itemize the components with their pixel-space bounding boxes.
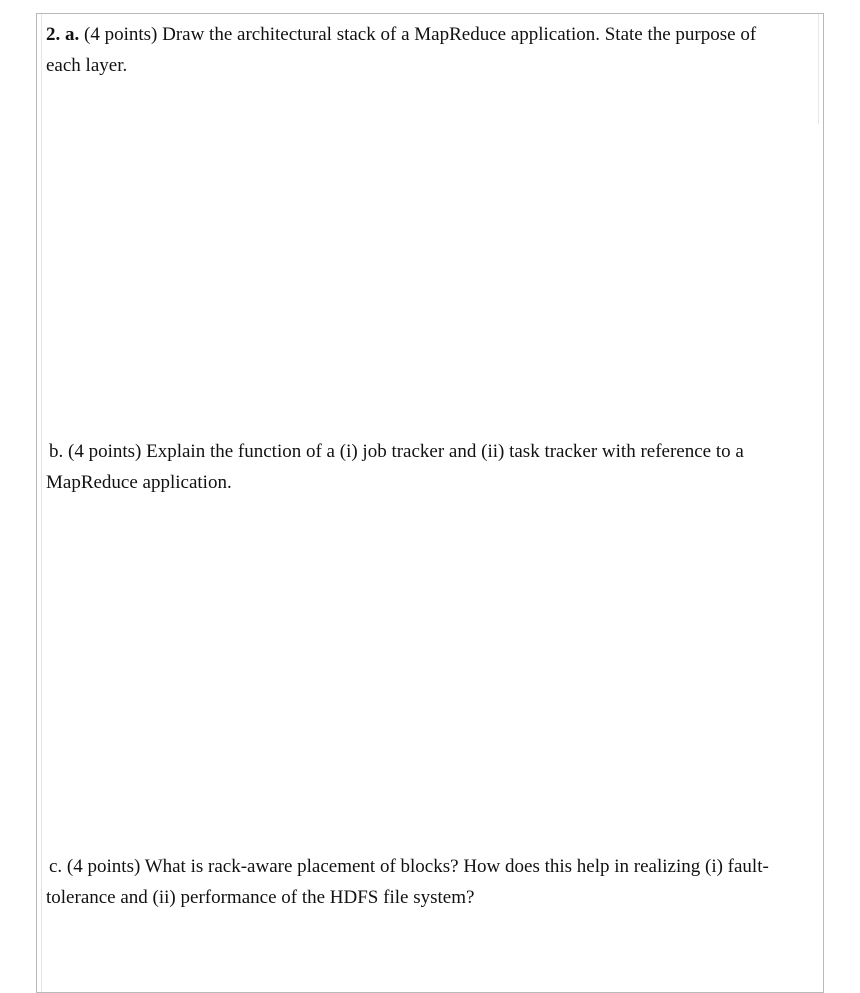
question-2c [46, 851, 806, 913]
question-2a [46, 19, 806, 81]
question-2a-line1 [46, 19, 806, 50]
exam-page-frame [36, 13, 824, 993]
question-number: 2. a. [46, 24, 80, 45]
question-2c-line1: c. (4 points) What is rack-aware placement of blocks? How does this help in realizing (i) fault- [49, 856, 769, 877]
question-2b-line1: b. (4 points) Explain the function of a (i) job tracker and (ii) task tracker with reference to a [49, 441, 744, 462]
question-2b [46, 436, 806, 498]
question-2a-text: (4 points) Draw the architectural stack of a MapReduce application. State the purpose of [79, 24, 757, 45]
question-2c-line2: tolerance and (ii) performance of the HDFS file system? [46, 887, 475, 908]
question-2a-line2: each layer. [46, 55, 128, 76]
frame-inner-right-border [818, 14, 819, 124]
question-2b-line2: MapReduce application. [46, 472, 232, 493]
frame-inner-left-border [41, 14, 42, 992]
